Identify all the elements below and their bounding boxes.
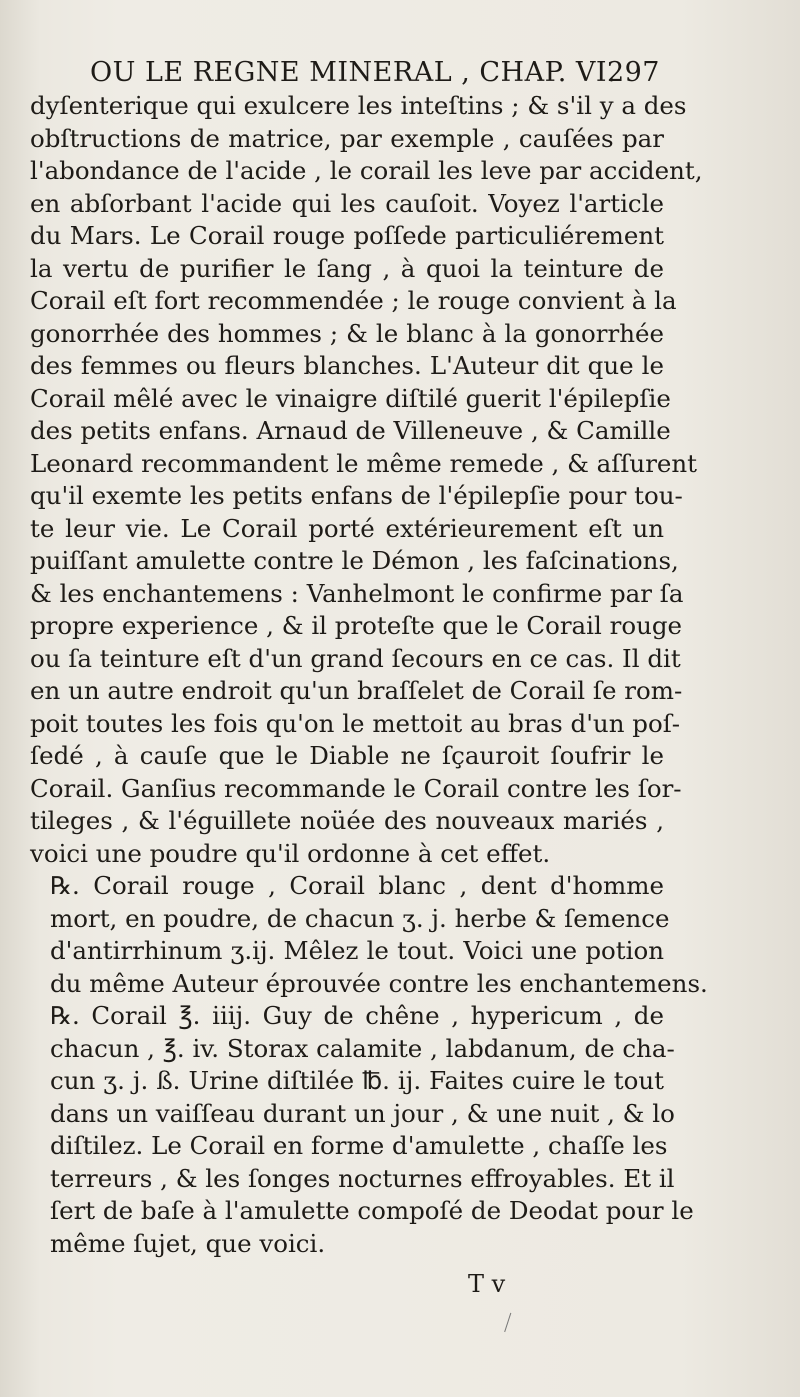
text-line: ℞. Corail rouge , Corail blanc , dent d'homme [50,871,664,900]
text-line: Corail. Ganſius recommande le Corail contre les ſor- [30,773,682,803]
text-line: ſedé , à cauſe que le Diable ne ſçauroit ſoufrir le [30,741,664,770]
text-line: Leonard recommandent le même remede , & aſſurent [30,448,698,478]
text-line: puiſſant amulette contre le Démon , les faſcinations, [30,546,679,575]
text-line: chacun , ℥. iv. Storax calamite , labdanum, de cha- [50,1033,675,1063]
text-line: ſert de baſe à l'amulette compoſé de Deodat pour le [50,1196,694,1225]
text-line: terreurs , & les ſonges nocturnes effroyables. Et il [50,1163,675,1193]
text-line: dans un vaiſſeau durant un jour , & une nuit , & lo [50,1098,675,1128]
text-line: dyſenterique qui exulcere les inteſtins ; & s'il y a des [30,91,687,120]
text-line: du même Auteur éprouvée contre les enchantemens. [50,968,708,998]
text-line: Corail mêlé avec le vinaigre diſtilé guerit l'épilepſie [30,383,671,413]
paragraph [30,870,708,1000]
text-line: la vertu de purifier le ſang , à quoi la teinture de [30,253,664,283]
body-text [30,90,708,1260]
text-line: ℞. Corail ℥. iiij. Guy de chêne , hypericum , de [50,1001,664,1030]
page-number: 297 [606,57,660,88]
text-line: voici une poudre qu'il ordonne à cet effet. [30,838,551,868]
text-line: Corail eſt fort recommendée ; le rouge convient à la [30,286,677,315]
text-line: en un autre endroit qu'un braſſelet de Corail ſe rom- [30,676,683,705]
text-line: des petits enfans. Arnaud de Villeneuve , & Camille [30,416,671,445]
ink-mark [504,1313,521,1335]
text-line: qu'il exemte les petits enfans de l'épilepſie pour tou- [30,481,683,510]
text-line: même ſujet, que voici. [50,1228,326,1258]
catchword: T v [468,1270,506,1298]
text-line: diſtilez. Le Corail en forme d'amulette , chaſſe les [50,1131,668,1160]
text-line: en abſorbant l'acide qui les cauſoit. Voyez l'article [30,188,664,218]
text-line: mort, en poudre, de chacun ʒ. j. herbe & ſemence [50,903,670,933]
paragraph [30,90,703,870]
text-line: du Mars. Le Corail rouge poſſede particuliérement [30,221,664,250]
text-line: ou ſa teinture eſt d'un grand ſecours en ce cas. Il dit [30,643,681,673]
text-line: poit toutes les fois qu'on le mettoit au bras d'un poſ- [30,708,681,738]
text-line: tileges , & l'éguillete noüée des nouveaux mariés , [30,806,664,835]
running-header [90,56,660,90]
text-line: d'antirrhinum ʒ.ij. Mêlez le tout. Voici une potion [50,936,664,965]
text-line: te leur vie. Le Corail porté extérieurement eſt un [30,513,664,543]
text-line: des femmes ou fleurs blanches. L'Auteur dit que le [30,351,664,380]
text-line: propre experience , & il proteſte que le Corail rouge [30,611,683,640]
text-line: l'abondance de l'acide , le corail les leve par accident, [30,156,703,185]
paragraph [30,1000,694,1260]
text-line: obſtructions de matrice, par exemple , cauſées par [30,123,664,153]
text-line: cun ʒ. j. ß. Urine diſtilée ℔. ij. Faites cuire le tout [50,1066,664,1095]
text-line: gonorrhée des hommes ; & le blanc à la gonorrhée [30,318,664,348]
running-title: OU LE REGNE MINERAL , CHAP. VI. [90,57,617,88]
text-line: & les enchantemens : Vanhelmont le confirme par ſa [30,578,684,608]
